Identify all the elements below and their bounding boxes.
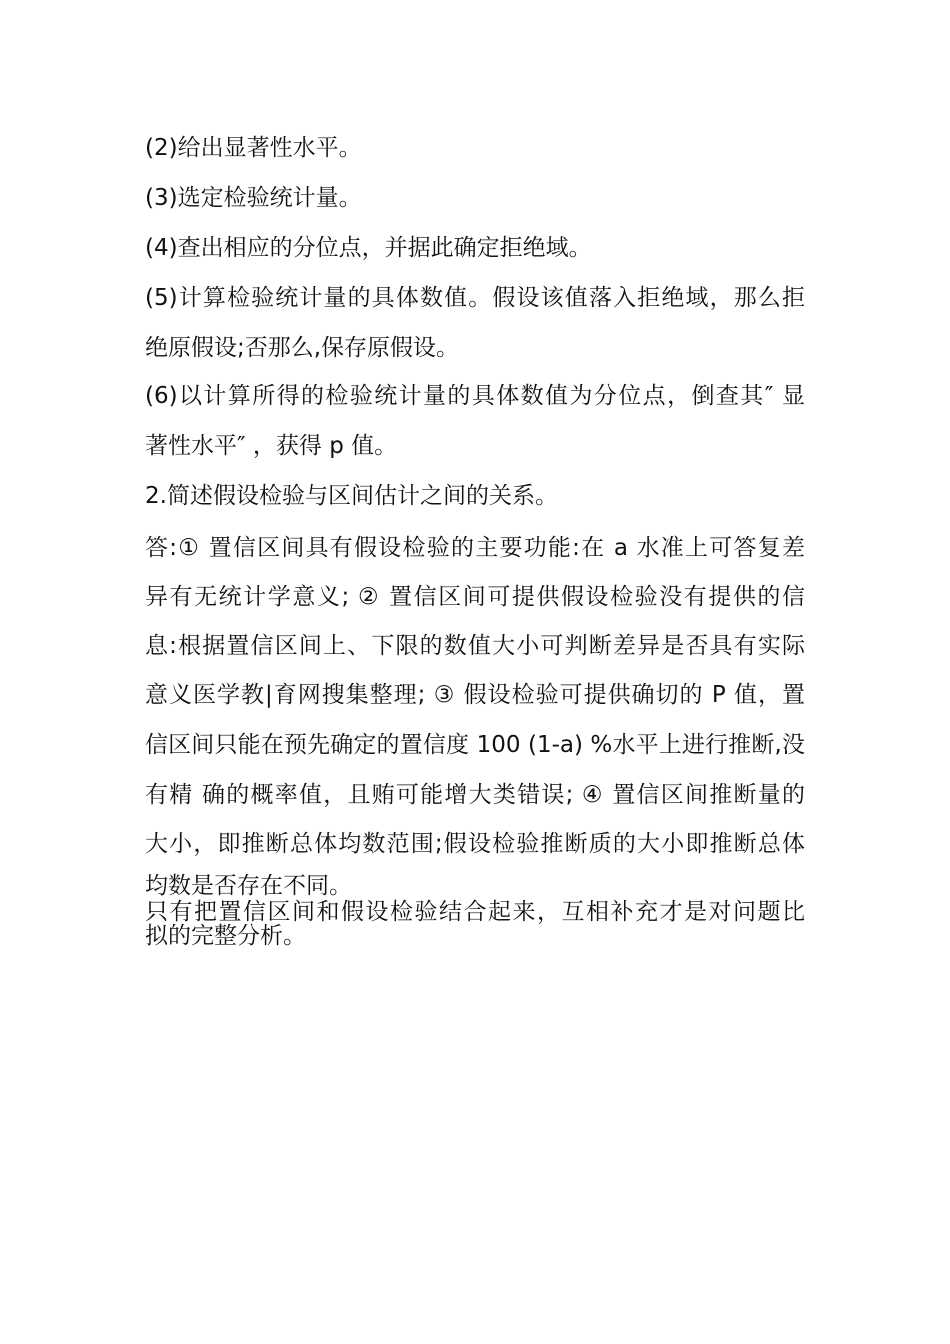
text-line: 2.简述假设检验与区间估计之间的关系。 (145, 483, 558, 509)
text-line: 只有把置信区间和假设检验结合起来，互相补充才是对问题比 (145, 899, 805, 925)
text-line: (3)选定检验统计量。 (145, 185, 362, 211)
text-line: 答:① 置信区间具有假设检验的主要功能:在 a 水准上可答复差 (145, 535, 805, 561)
text-line: (5)计算检验统计量的具体数值。假设该值落入拒绝域，那么拒 (145, 285, 805, 311)
text-line: 异有无统计学意义; ② 置信区间可提供假设检验没有提供的信 (145, 584, 805, 610)
text-line: 息:根据置信区间上、下限的数值大小可判断差异是否具有实际 (145, 633, 805, 659)
text-line: 有精 确的概率值，且贿可能增大类错误; ④ 置信区间推断量的 (145, 782, 805, 808)
text-line: 均数是否存在不同。 (145, 873, 352, 899)
text-line: 拟的完整分析。 (145, 923, 306, 949)
text-line: 大小，即推断总体均数范围;假设检验推断质的大小即推断总体 (145, 831, 805, 857)
text-line: 绝原假设;否那么,保存原假设。 (145, 335, 460, 361)
text-line: 意义医学教|育网搜集整理; ③ 假设检验可提供确切的 P 值，置 (145, 682, 805, 708)
text-line: (2)给出显著性水平。 (145, 135, 362, 161)
text-line: 著性水平″ ，获得 p 值。 (145, 433, 398, 459)
text-line: 信区间只能在预先确定的置信度 100 (1-a) %水平上进行推断,没 (145, 732, 805, 758)
text-line: (4)查出相应的分位点，并据此确定拒绝域。 (145, 235, 592, 261)
text-line: (6)以计算所得的检验统计量的具体数值为分位点，倒查其″ 显 (145, 383, 805, 409)
